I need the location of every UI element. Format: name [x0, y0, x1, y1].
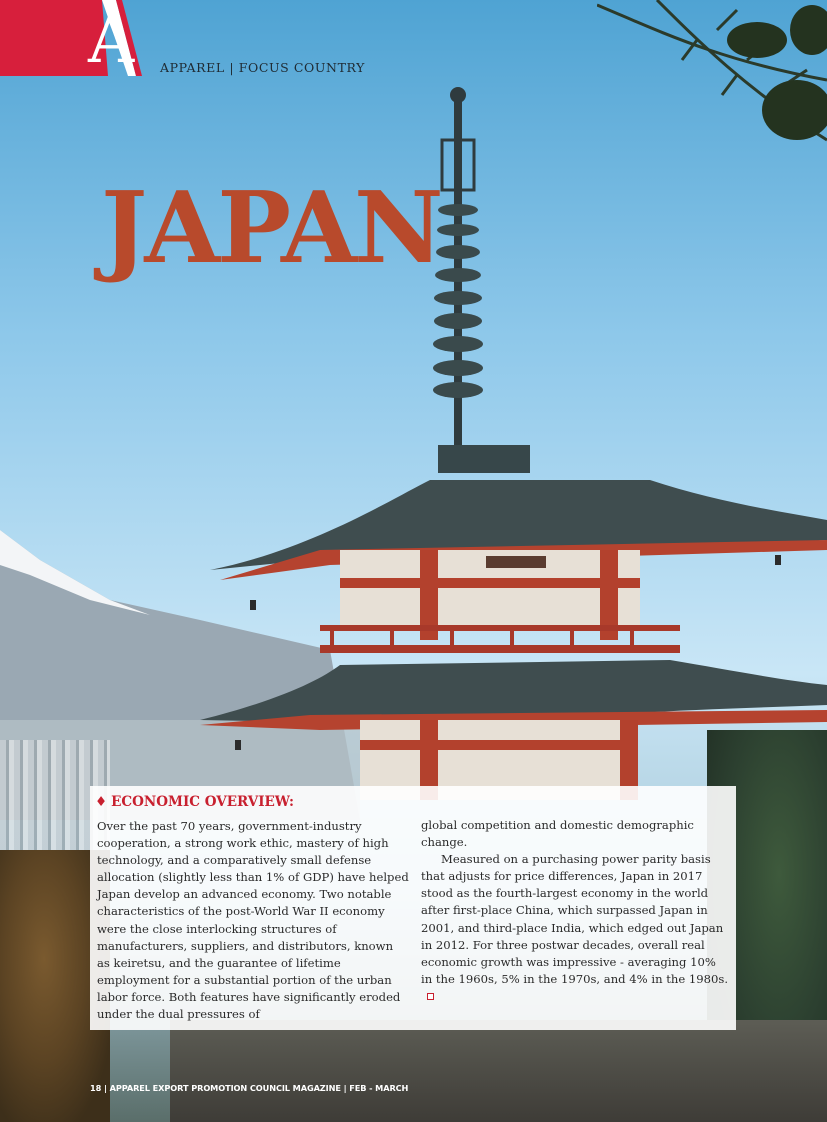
lower-roof-image	[170, 1020, 827, 1122]
brand-logo	[0, 0, 150, 76]
article-paragraph: global competition and domestic demographic change.	[421, 818, 694, 850]
end-of-article-icon	[427, 993, 434, 1000]
article-heading	[95, 794, 294, 810]
logo-letter: A	[88, 4, 135, 76]
article-paragraph-last: Measured on a purchasing power parity basis that adjusts for price differences, Japan in 2017 stood as the fourth-largest economy in the world after first-place China, which surpassed Japan in 2001, and third-place India, which edged out Japan in 2012. For three postwar decades, overall real economic growth was impressive - averaging 10% in the 1960s, 5% in the 1970s, and 4% in the 1980s.	[421, 851, 730, 1005]
page-footer: 18 | APPAREL EXPORT PROMOTION COUNCIL MAGAZINE | FEB - MARCH	[90, 1083, 409, 1093]
article-heading-text: ECONOMIC OVERVIEW:	[111, 794, 295, 810]
page-title: JAPAN	[101, 171, 441, 286]
section-label: APPAREL | FOCUS COUNTRY	[160, 60, 365, 75]
article-paragraph: Over the past 70 years, government-industry cooperation, a strong work ethic, mastery of high technology, and a comparatively small defense allocation (slightly less than 1% of GDP) have helped Japan develop an advanced economy. Two notable characteristics of the post-World War II economy were the close interlocking structures of manufacturers, suppliers, and distributors, known as keiretsu, and the guarantee of lifetime employment for a substantial portion of the urban labor force. Both features have significantly eroded under the dual pressures of	[97, 819, 409, 1022]
diamond-icon: ♦	[95, 794, 108, 810]
article-column-right	[421, 817, 730, 1005]
article-panel	[90, 786, 736, 1030]
article-column-left	[97, 818, 409, 1023]
